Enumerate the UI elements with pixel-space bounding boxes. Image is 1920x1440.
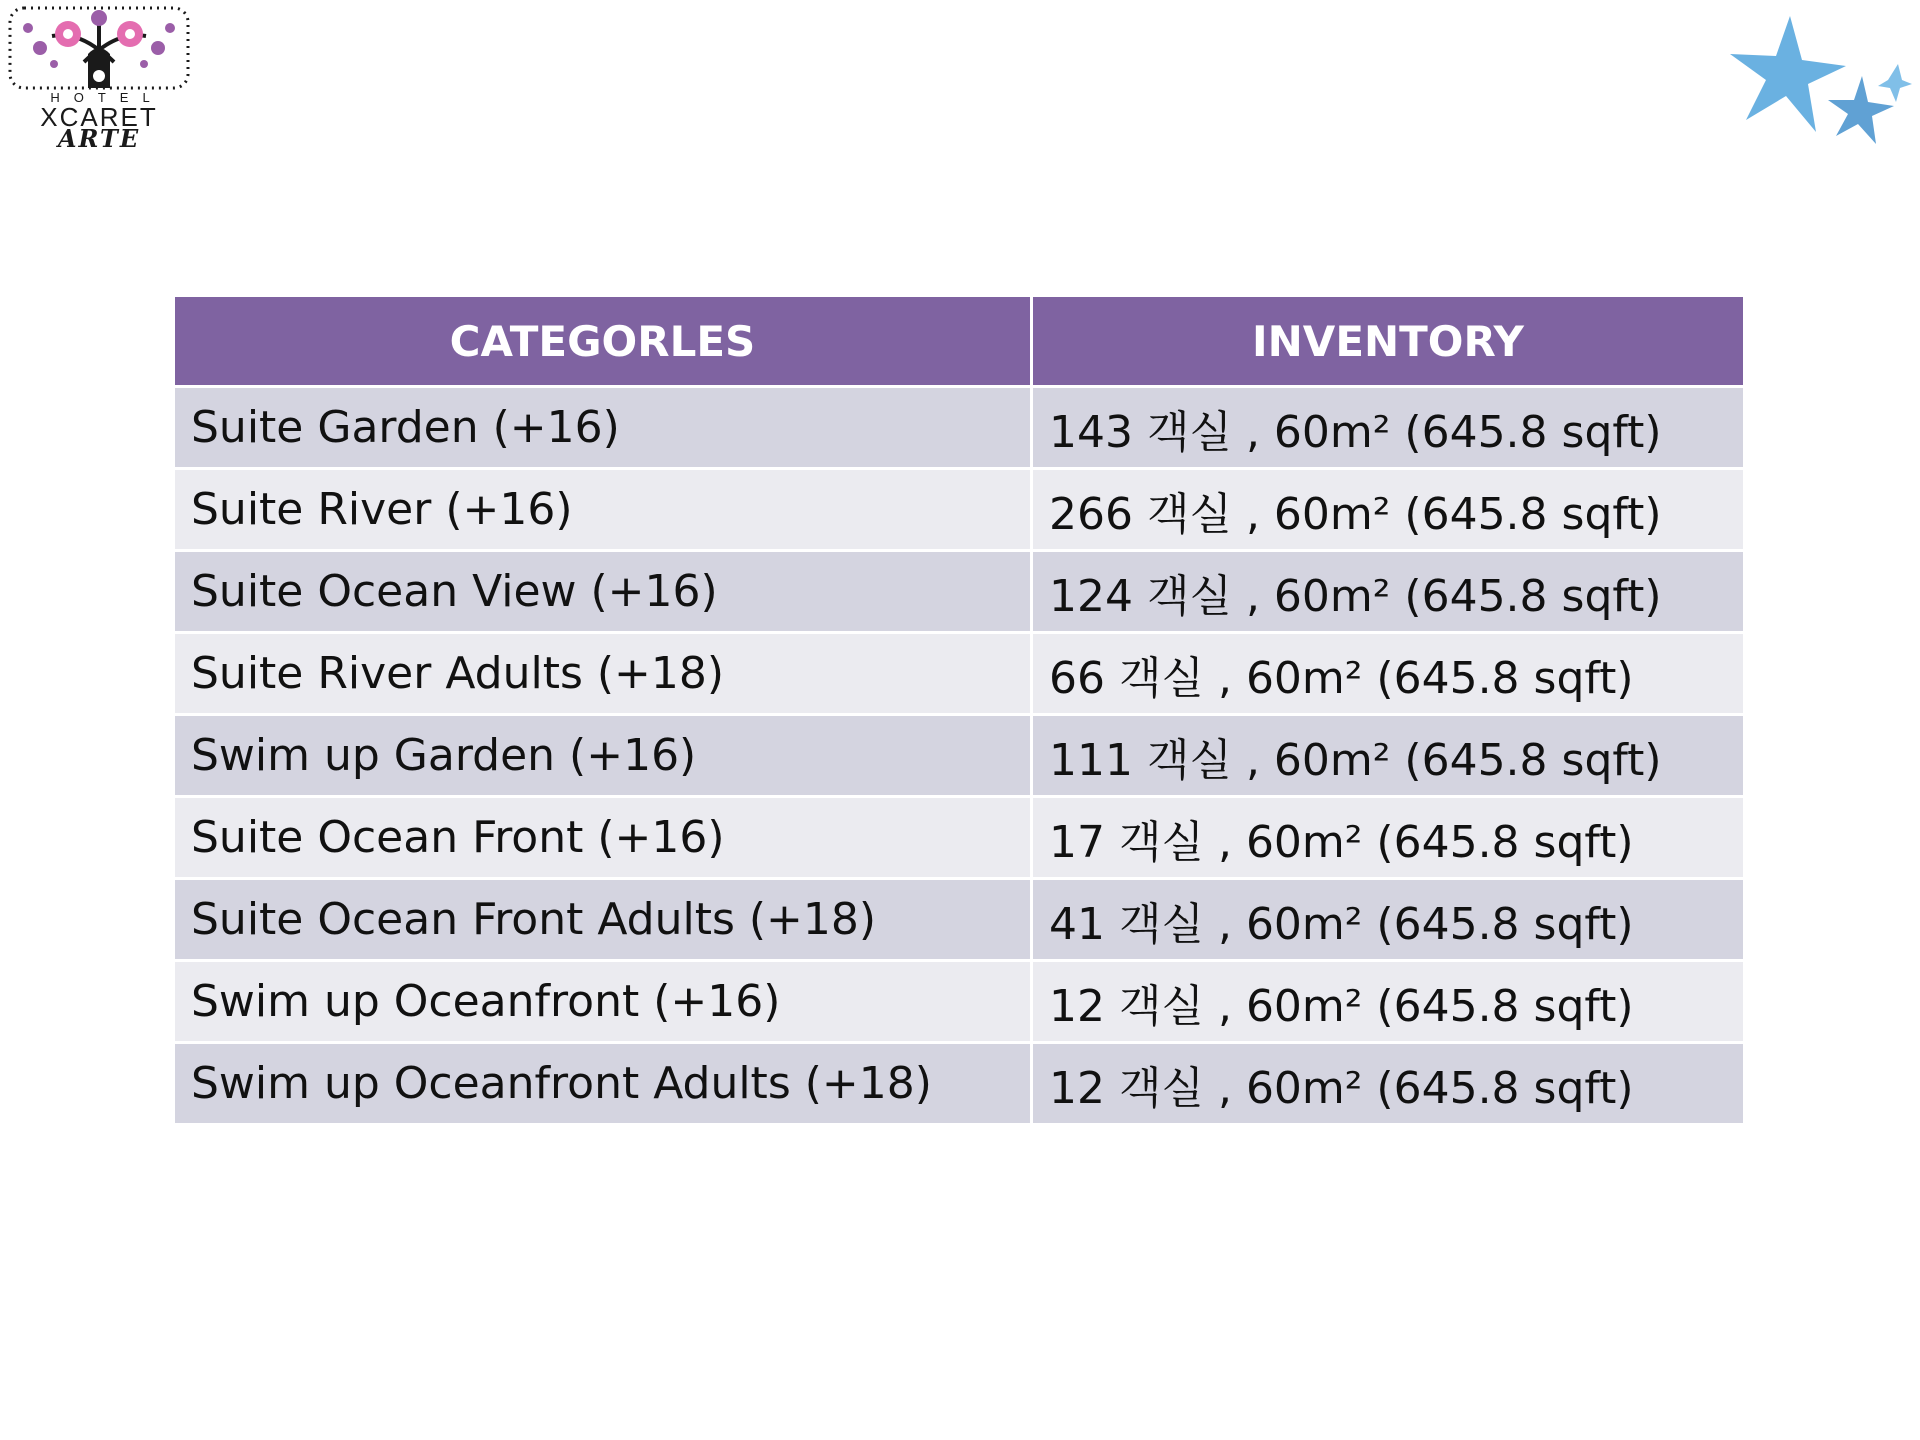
row-inventory: 111 객실 , 60m² (645.8 sqft) [1033,716,1743,795]
row-inventory: 66 객실 , 60m² (645.8 sqft) [1033,634,1743,713]
table-row [175,1044,1743,1123]
row-category: Suite River Adults (+18) [175,634,1030,713]
row-category: Suite Garden (+16) [175,388,1030,467]
table-row [175,552,1743,631]
row-inventory: 41 객실 , 60m² (645.8 sqft) [1033,880,1743,959]
row-category: Swim up Garden (+16) [175,716,1030,795]
logo-xcaret-text: XCARET [40,102,158,132]
row-inventory: 12 객실 , 60m² (645.8 sqft) [1033,962,1743,1041]
row-inventory: 124 객실 , 60m² (645.8 sqft) [1033,552,1743,631]
inventory-table [172,294,1746,1126]
table-row [175,716,1743,795]
table-row [175,470,1743,549]
table-header-row [175,297,1743,385]
starfish-icon [1722,10,1912,160]
row-category: Suite Ocean Front (+16) [175,798,1030,877]
header-inventory: INVENTORY [1033,297,1743,385]
hotel-xcaret-arte-logo-icon [6,2,192,94]
table-row [175,962,1743,1041]
row-inventory: 143 객실 , 60m² (645.8 sqft) [1033,388,1743,467]
logo-arte-text: ARTE [57,124,141,153]
row-category: Swim up Oceanfront (+16) [175,962,1030,1041]
hotel-logo [6,2,192,153]
table-row [175,798,1743,877]
row-inventory: 17 객실 , 60m² (645.8 sqft) [1033,798,1743,877]
row-category: Suite River (+16) [175,470,1030,549]
row-inventory: 266 객실 , 60m² (645.8 sqft) [1033,470,1743,549]
logo-hotel-text: HOTEL [50,90,164,105]
row-category: Suite Ocean View (+16) [175,552,1030,631]
inventory-table-container [175,297,1746,1123]
header-categories: CATEGORLES [175,297,1030,385]
row-inventory: 12 객실 , 60m² (645.8 sqft) [1033,1044,1743,1123]
table-row [175,880,1743,959]
row-category: Swim up Oceanfront Adults (+18) [175,1044,1030,1123]
table-row [175,388,1743,467]
table-row [175,634,1743,713]
row-category: Suite Ocean Front Adults (+18) [175,880,1030,959]
